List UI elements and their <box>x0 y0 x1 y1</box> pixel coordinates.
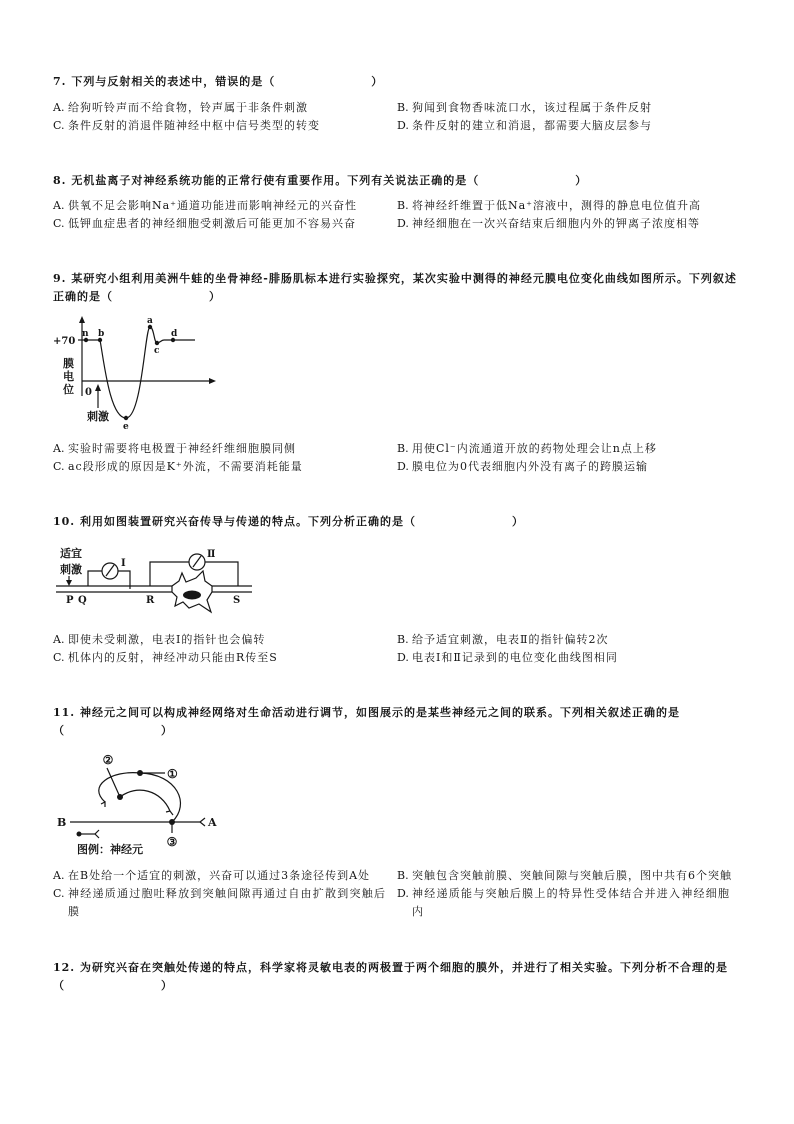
option-label: B. <box>397 869 409 882</box>
stimulus-label-2: 刺激 <box>60 563 82 576</box>
q11-stem-line-2: （ ） <box>53 724 173 737</box>
option-text: 神经递质通过胞吐释放到突触间隙再通过自由扩散到突触后膜 <box>68 887 386 918</box>
option-label: C. <box>53 217 65 230</box>
option-text: 实验时需要将电极置于神经纤维细胞膜同侧 <box>68 442 296 455</box>
stimulus-arrow-head <box>95 384 101 391</box>
q7-option-c <box>53 117 397 135</box>
option-text: 电表Ⅰ和Ⅱ记录到的电位变化曲线图相同 <box>412 651 618 664</box>
meter1-wire-left <box>88 571 102 586</box>
option-text: 神经递质能与突触后膜上的特异性受体结合并进入神经细胞内 <box>412 887 730 918</box>
neuron2-leader <box>107 768 120 797</box>
neuron2-label: ② <box>102 753 114 767</box>
option-text: ac段形成的原因是K⁺外流，不需要消耗能量 <box>68 460 303 473</box>
option-label: A. <box>53 199 65 212</box>
q9-stem-line-1: 9. 某研究小组利用美洲牛蛙的坐骨神经-腓肠肌标本进行实验探究，某次实验中测得的神经元膜电位变化曲线如图所示。下列叙述 <box>53 272 737 285</box>
q8-option-a <box>53 197 397 215</box>
q8-stem: 8. 无机盐离子对神经系统功能的正常行使有重要作用。下列有关说法正确的是（ ） <box>53 174 588 187</box>
nerve-conduction-figure <box>52 543 257 623</box>
q10-option-d <box>397 649 741 667</box>
meter2-wire-right <box>205 562 238 586</box>
q10-options <box>53 631 741 667</box>
q12-stem <box>53 959 728 995</box>
point-n-label: n <box>82 329 89 339</box>
point-s-label: S <box>233 595 241 606</box>
option-text: 突触包含突触前膜、突触间隙与突触后膜，图中共有6个突触 <box>412 869 732 882</box>
option-text: 条件反射的消退伴随神经中枢中信号类型的转变 <box>68 119 320 132</box>
point-a-label: a <box>147 316 153 326</box>
y-tick-label: +70 <box>53 336 76 347</box>
q11-option-a <box>53 867 397 885</box>
option-text: 给狗听铃声而不给食物，铃声属于非条件刺激 <box>68 101 308 114</box>
option-label: B. <box>397 442 409 455</box>
q10-option-c <box>53 649 397 667</box>
q7-option-a <box>53 99 397 117</box>
q9-option-c <box>53 458 397 476</box>
meter1-label: I <box>121 558 126 569</box>
option-label: C. <box>53 119 65 132</box>
neuron3-label: ③ <box>166 835 178 849</box>
meter2-label: Ⅱ <box>207 549 216 560</box>
point-q-label: Q <box>78 595 87 606</box>
option-label: D. <box>397 119 409 132</box>
end-a-label: A <box>208 816 217 829</box>
y-axis-label-1: 膜 <box>63 357 74 370</box>
q9-option-d <box>397 458 741 476</box>
option-text: 给予适宜刺激，电表Ⅱ的指针偏转2次 <box>412 633 609 646</box>
terminal-fork-a <box>200 818 205 826</box>
stimulus-label: 刺激 <box>87 410 109 423</box>
q10-stem: 10. 利用如图装置研究兴奋传导与传递的特点。下列分析正确的是（ ） <box>53 515 524 528</box>
option-text: 在B处给一个适宜的刺激，兴奋可以通过3条途径传到A处 <box>68 869 371 882</box>
neuron2-body <box>117 794 123 800</box>
q11-stem-line-1: 11. 神经元之间可以构成神经网络对生命活动进行调节，如图展示的是某些神经元之间的联系。下列相关叙述正确的是 <box>53 706 680 719</box>
option-label: D. <box>397 651 409 664</box>
stimulus-arrow-head <box>66 580 72 586</box>
option-text: 将神经纤维置于低Na⁺溶液中，测得的静息电位值升高 <box>412 199 701 212</box>
q9-option-b <box>397 440 741 458</box>
point-e-label: e <box>123 422 129 432</box>
option-label: A. <box>53 869 65 882</box>
q7-stem: 7. 下列与反射相关的表述中，错误的是（ ） <box>53 75 384 88</box>
q11-stem <box>53 704 680 740</box>
point-c-label: c <box>154 346 160 356</box>
option-text: 即使未受刺激，电表Ⅰ的指针也会偏转 <box>68 633 266 646</box>
legend-neuron-terminal <box>95 830 99 838</box>
q7-option-b <box>397 99 741 117</box>
option-label: B. <box>397 199 409 212</box>
option-label: A. <box>53 442 65 455</box>
option-text: 机体内的反射，神经冲动只能由R传至S <box>68 651 278 664</box>
origin-label: 0 <box>85 387 92 398</box>
q11-option-d <box>397 885 741 921</box>
q7-options <box>53 99 741 135</box>
neuron1-label: ① <box>167 767 178 781</box>
legend-label: 图例：神经元 <box>77 843 143 856</box>
neuron2-terminal <box>166 811 173 815</box>
q7-option-d <box>397 117 741 135</box>
q9-stem <box>53 270 737 306</box>
point-r-label: R <box>146 595 155 606</box>
q8-option-c <box>53 215 397 233</box>
q10-option-b <box>397 631 741 649</box>
point-b-label: b <box>98 329 105 339</box>
point-e <box>124 416 128 420</box>
q8-option-b <box>397 197 741 215</box>
point-c <box>155 341 159 345</box>
option-text: 供氧不足会影响Na⁺通道功能进而影响神经元的兴奋性 <box>68 199 357 212</box>
option-label: C. <box>53 651 65 664</box>
neural-network-figure <box>55 748 220 860</box>
q8-options <box>53 197 741 233</box>
neuron1-body <box>137 770 143 776</box>
option-text: 神经细胞在一次兴奋结束后细胞内外的钾离子浓度相等 <box>412 217 700 230</box>
option-label: D. <box>397 887 409 900</box>
q12-stem-line-2: （ ） <box>53 979 173 992</box>
q9-options <box>53 440 741 476</box>
y-axis-label-3: 位 <box>63 383 74 396</box>
option-text: 膜电位为0代表细胞内外没有离子的跨膜运输 <box>412 460 648 473</box>
y-axis-label-2: 电 <box>63 370 74 383</box>
option-text: 狗闻到食物香味流口水，该过程属于条件反射 <box>412 101 652 114</box>
q12-stem-line-1: 12. 为研究兴奋在突触处传递的特点，科学家将灵敏电表的两极置于两个细胞的膜外，并进行了相关实验。下列分析不合理的是 <box>53 961 728 974</box>
neuron1-terminal <box>101 802 105 807</box>
q11-options <box>53 867 741 921</box>
option-text: 条件反射的建立和消退，都需要大脑皮层参与 <box>412 119 652 132</box>
option-label: D. <box>397 217 409 230</box>
option-label: B. <box>397 633 409 646</box>
q8-option-d <box>397 215 741 233</box>
point-d-label: d <box>171 329 178 339</box>
option-label: A. <box>53 101 65 114</box>
stimulus-label-1: 适宜 <box>60 547 82 560</box>
end-b-label: B <box>57 816 67 829</box>
membrane-potential-figure <box>50 312 220 437</box>
option-label: D. <box>397 460 409 473</box>
option-text: 用使Cl⁻内流通道开放的药物处理会让n点上移 <box>412 442 657 455</box>
option-label: C. <box>53 887 65 900</box>
option-label: C. <box>53 460 65 473</box>
q11-option-b <box>397 867 741 885</box>
x-axis-arrow <box>209 378 216 384</box>
cell-nucleus <box>183 591 201 600</box>
neuron2-axon <box>120 790 170 811</box>
option-text: 低钾血症患者的神经细胞受刺激后可能更加不容易兴奋 <box>68 217 356 230</box>
q9-stem-line-2: 正确的是（ ） <box>53 290 221 303</box>
y-axis-arrow <box>79 316 85 323</box>
option-label: B. <box>397 101 409 114</box>
neuron3-body <box>169 819 175 825</box>
q10-option-a <box>53 631 397 649</box>
point-p-label: P <box>66 595 74 606</box>
option-label: A. <box>53 633 65 646</box>
q9-option-a <box>53 440 397 458</box>
q11-option-c <box>53 885 397 921</box>
